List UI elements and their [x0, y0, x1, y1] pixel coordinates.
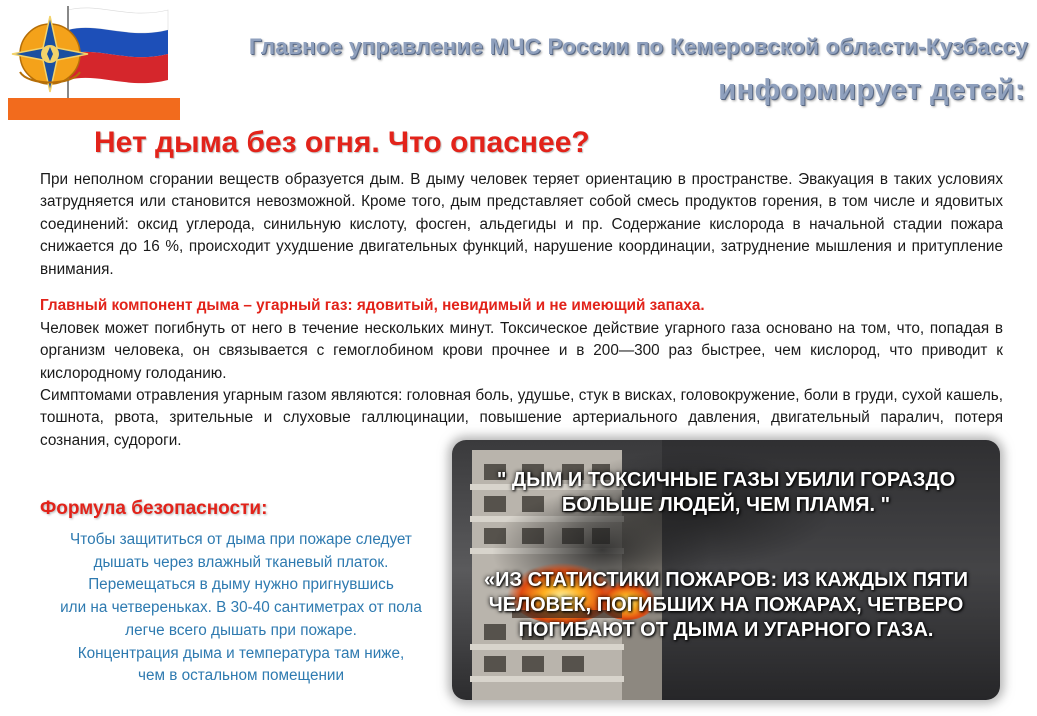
highlight-statement: Главный компонент дыма – угарный газ: ядовитый, невидимый и не имеющий запаха.	[40, 297, 705, 314]
formula-line: Перемещаться в дыму нужно пригнувшись	[88, 576, 394, 594]
logo-orange-bar	[8, 98, 180, 120]
header-organization: Главное управление МЧС России по Кемеровской области-Кузбассу	[248, 34, 1028, 59]
emchs-logo	[8, 2, 180, 120]
formula-line: легче всего дышать при пожаре.	[125, 621, 357, 639]
intro-paragraph: При неполном сгорании веществ образуется дым. В дыму человек теряет ориентацию в пространстве. Эвакуация в таких условиях затрудняется или становится невозможной. Кроме того, дым представляет собой смесь продуктов горения, в том числе и ядовитых соединений: оксид углерода, синильную кислоту, фосген, альдегиды и пр. Содержание кислорода в начальной стадии пожара снижается до 16 %, происходит ухудшение двигательных функций, нарушение координации, затруднение мышления и притупление внимания.	[40, 171, 1003, 278]
formula-title: Формула безопасности:	[40, 498, 268, 519]
quote-smoke-deadlier: " ДЫМ И ТОКСИЧНЫЕ ГАЗЫ УБИЛИ ГОРАЗДО БОЛЬШЕ ЛЮДЕЙ, ЧЕМ ПЛАМЯ. "	[496, 469, 956, 516]
symptoms-paragraph: Симптомами отравления угарным газом являются: головная боль, удушье, стук в висках, головокружение, боли в груди, сухой кашель, тошнота, рвота, зрительные и слуховые галлюцинации, повышение артериального давления, двигательный паралич, потеря сознания, судороги.	[40, 387, 1003, 449]
quote-fire-statistics: «ИЗ СТАТИСТИКИ ПОЖАРОВ: ИЗ КАЖДЫХ ПЯТИ ЧЕЛОВЕК, ПОГИБШИХ НА ПОЖАРАХ, ЧЕТВЕРО ПОГИБАЮТ ОТ ДЫМА И УГАРНОГО ГАЗА.	[484, 569, 968, 641]
formula-line: Концентрация дыма и температура там ниже,	[77, 644, 405, 662]
page-title: Нет дыма без огня. Что опаснее?	[94, 126, 590, 159]
fire-photo	[452, 440, 1000, 700]
formula-line: или на четвереньках. В 30-40 сантиметрах от пола	[60, 599, 422, 617]
formula-line: чем в остальном помещении	[137, 667, 344, 685]
co-paragraph: Человек может погибнуть от него в течение нескольких минут. Токсическое действие угарного газа основано на том, что, попадая в организм человека, он связывается с гемоглобином крови прочнее и в 200—300 раз быстрее, чем кислород, что приводит к кислородному голоданию.	[40, 320, 1003, 382]
formula-line: дышать через влажный тканевый платок.	[93, 553, 389, 571]
formula-text	[34, 529, 448, 688]
formula-line: Чтобы защититься от дыма при пожаре следует	[70, 531, 412, 548]
header-subtitle: информирует детей:	[718, 74, 1025, 106]
russian-flag-icon	[68, 6, 168, 98]
